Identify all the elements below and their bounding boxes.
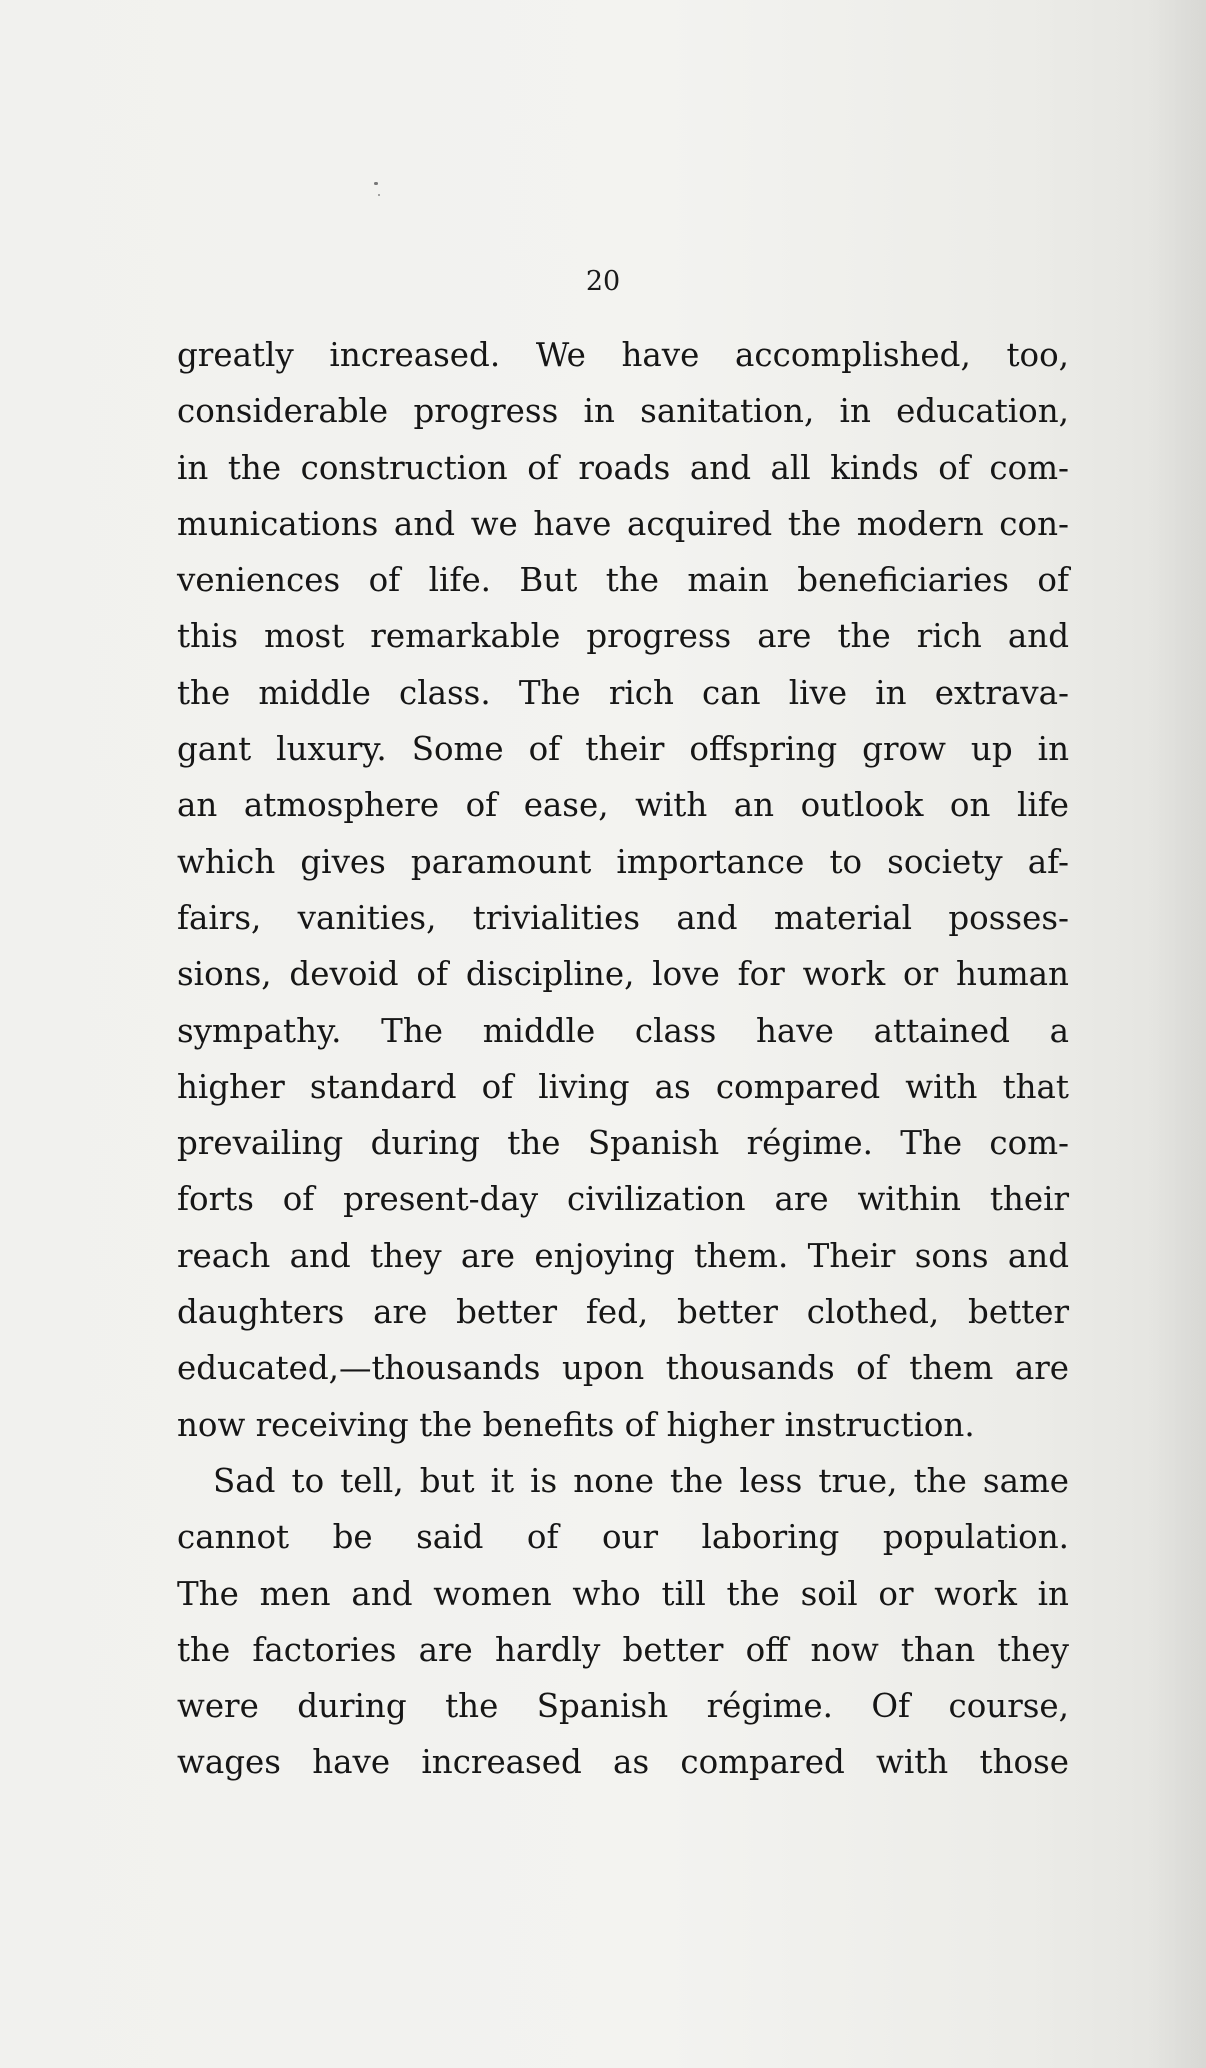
paragraph-end-line: now receiving the benefits of higher instruction. xyxy=(177,1405,975,1444)
text-line: prevailing during the Spanish régime. The com- xyxy=(177,1124,1069,1163)
text-line: this most remarkable progress are the rich and xyxy=(177,617,1069,656)
paragraph-start-line: Sad to tell, but it is none the less true, the same xyxy=(213,1461,1069,1500)
text-line: were during the Spanish régime. Of course, xyxy=(177,1687,1069,1726)
text-line: considerable progress in sanitation, in education, xyxy=(177,392,1069,431)
text-line: munications and we have acquired the modern con- xyxy=(177,504,1069,543)
page-edge-shadow xyxy=(1146,0,1206,2068)
text-line: cannot be said of our laboring population. xyxy=(177,1518,1069,1557)
body-text xyxy=(177,327,1069,1791)
text-line: educated,—thousands upon thousands of them are xyxy=(177,1349,1069,1388)
text-line: daughters are better fed, better clothed, better xyxy=(177,1293,1069,1332)
text-line: the factories are hardly better off now than they xyxy=(177,1630,1069,1669)
text-line: gant luxury. Some of their offspring grow up in xyxy=(177,730,1069,769)
page-number: 20 xyxy=(585,266,621,297)
text-line: forts of present-day civilization are within their xyxy=(177,1180,1069,1219)
text-line: an atmosphere of ease, with an outlook on life xyxy=(177,786,1069,825)
text-line: sympathy. The middle class have attained a xyxy=(177,1011,1069,1050)
text-line: the middle class. The rich can live in extrava- xyxy=(177,673,1069,712)
text-line: in the construction of roads and all kinds of com- xyxy=(177,448,1069,487)
print-speck xyxy=(378,194,380,196)
text-line: fairs, vanities, trivialities and material posses- xyxy=(177,898,1069,937)
text-line: higher standard of living as compared with that xyxy=(177,1067,1069,1106)
text-line: wages have increased as compared with those xyxy=(177,1743,1069,1782)
text-line: reach and they are enjoying them. Their sons and xyxy=(177,1236,1069,1275)
print-speck xyxy=(374,182,378,185)
text-line: veniences of life. But the main beneficiaries of xyxy=(177,561,1069,600)
text-line: sions, devoid of discipline, love for work or human xyxy=(177,955,1069,994)
text-line: which gives paramount importance to society af- xyxy=(177,842,1069,881)
text-line: greatly increased. We have accomplished, too, xyxy=(177,336,1069,374)
text-line: The men and women who till the soil or work in xyxy=(177,1574,1069,1613)
